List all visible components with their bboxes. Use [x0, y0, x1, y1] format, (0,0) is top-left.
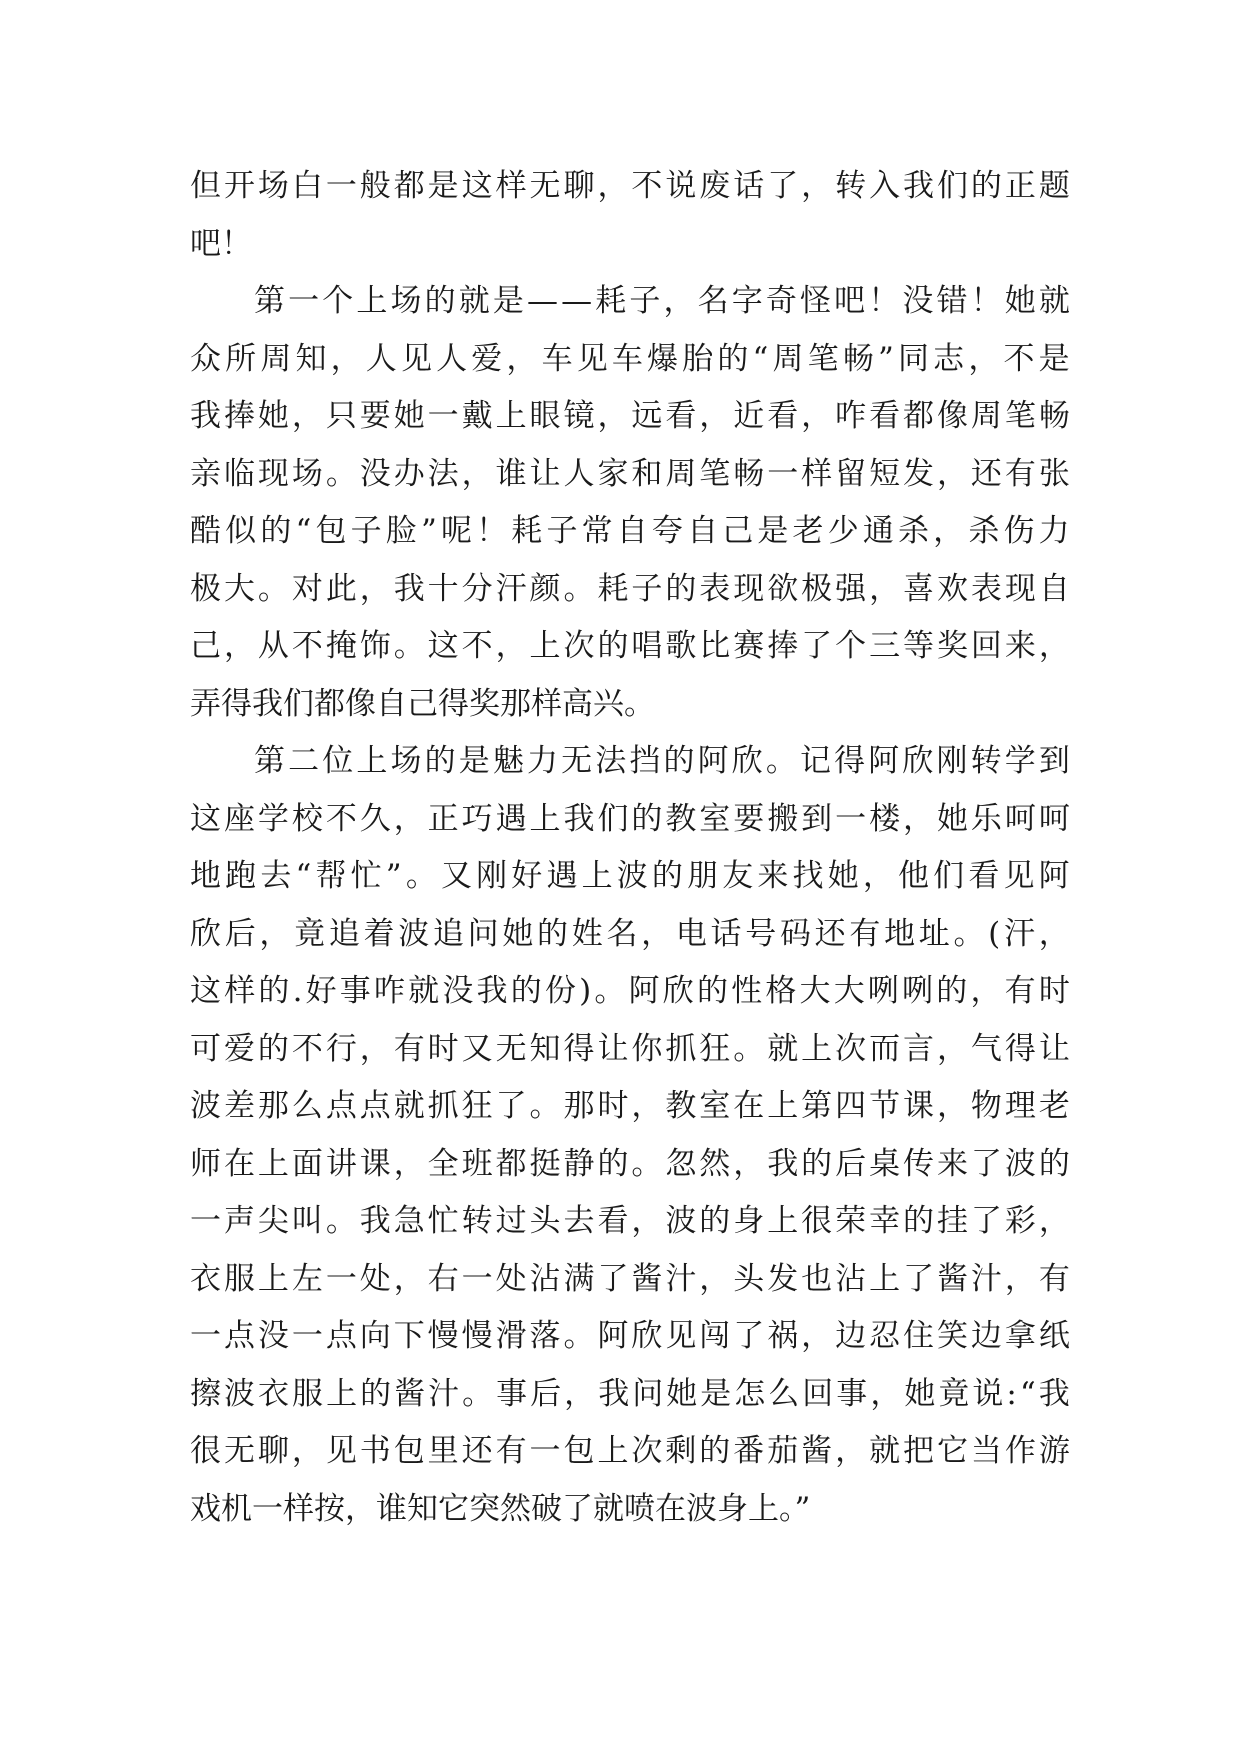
text-line: 我 捧 她 ， 只 要 她 一 戴 上 眼 镜 ， 远 看 ， 近 看 ， 咋 看 都 像 周 笔 畅 — [190, 398, 1070, 434]
text-line: 地 跑 去 “ 帮 忙 ” 。 又 刚 好 遇 上 波 的 朋 友 来 找 她 ， 他 们 看 见 阿 — [190, 858, 1070, 894]
text-line: 吧！ — [190, 225, 252, 262]
text-line: 戏机一样按，谁知它突然破了就喷在波身上。” — [190, 1490, 811, 1527]
text-line: 师 在 上 面 讲 课 ， 全 班 都 挺 静 的 。 忽 然 ， 我 的 后 桌 传 来 了 波 的 — [190, 1145, 1070, 1182]
text-line: 但 开 场 白 一 般 都 是 这 样 无 聊 ， 不 说 废 话 了 ， 转 入 我 们 的 正 题 — [190, 168, 1070, 204]
text-line: 第 二 位 上 场 的 是 魅 力 无 法 挡 的 阿 欣 。 记 得 阿 欣 刚 转 学 到 — [254, 743, 1070, 779]
text-line: 一 点 没 一 点 向 下 慢 慢 滑 落 。 阿 欣 见 闯 了 祸 ， 边 忍 住 笑 边 拿 纸 — [190, 1318, 1070, 1354]
text-line: 第 一 个 上 场 的 就 是 — — 耗 子 ， 名 字 奇 怪 吧 ！ 没 错 ！ 她 就 — [254, 283, 1070, 319]
text-line: 可 爱 的 不 行 ， 有 时 又 无 知 得 让 你 抓 狂 。 就 上 次 而 言 ， 气 得 让 — [190, 1030, 1070, 1067]
text-line: 很 无 聊 ， 见 书 包 里 还 有 一 包 上 次 剩 的 番 茄 酱 ， 就 把 它 当 作 游 — [190, 1433, 1070, 1469]
text-line: 一 声 尖 叫 。 我 急 忙 转 过 头 去 看 ， 波 的 身 上 很 荣 幸 的 挂 了 彩 ， — [190, 1203, 1070, 1239]
text-line: 弄得我们都像自己得奖那样高兴。 — [190, 685, 655, 722]
text-line: 擦 波 衣 服 上 的 酱 汁 。 事 后 ， 我 问 她 是 怎 么 回 事 ， 她 竟 说 : “ 我 — [190, 1375, 1070, 1412]
text-line: 衣 服 上 左 一 处 ， 右 一 处 沾 满 了 酱 汁 ， 头 发 也 沾 上 了 酱 汁 ， 有 — [190, 1260, 1070, 1297]
text-line: 己 ， 从 不 掩 饰 。 这 不 ， 上 次 的 唱 歌 比 赛 捧 了 个 三 等 奖 回 来 ， — [190, 628, 1070, 664]
text-line: 极 大 。 对 此 ， 我 十 分 汗 颜 。 耗 子 的 表 现 欲 极 强 ， 喜 欢 表 现 自 — [190, 570, 1070, 607]
document-body — [190, 158, 1070, 1538]
text-line: 波 差 那 么 点 点 就 抓 狂 了 。 那 时 ， 教 室 在 上 第 四 节 课 ， 物 理 老 — [190, 1088, 1070, 1124]
text-line: 欣 后 ， 竟 追 着 波 追 问 她 的 姓 名 ， 电 话 号 码 还 有 地 址 。 ( 汗 ， — [190, 915, 1070, 952]
text-line: 亲 临 现 场 。 没 办 法 ， 谁 让 人 家 和 周 笔 畅 一 样 留 短 发 ， 还 有 张 — [190, 455, 1070, 492]
text-line: 酷 似 的 “ 包 子 脸 ” 呢 ！ 耗 子 常 自 夸 自 己 是 老 少 通 杀 ， 杀 伤 力 — [190, 513, 1070, 549]
text-line: 众 所 周 知 ， 人 见 人 爱 ， 车 见 车 爆 胎 的 “ 周 笔 畅 ” 同 志 ， 不 是 — [190, 340, 1070, 377]
text-line: 这 座 学 校 不 久 ， 正 巧 遇 上 我 们 的 教 室 要 搬 到 一 楼 ， 她 乐 呵 呵 — [190, 800, 1070, 837]
text-line: 这 样 的 . 好 事 咋 就 没 我 的 份 ) 。 阿 欣 的 性 格 大 大 咧 咧 的 ， 有 时 — [190, 973, 1070, 1009]
